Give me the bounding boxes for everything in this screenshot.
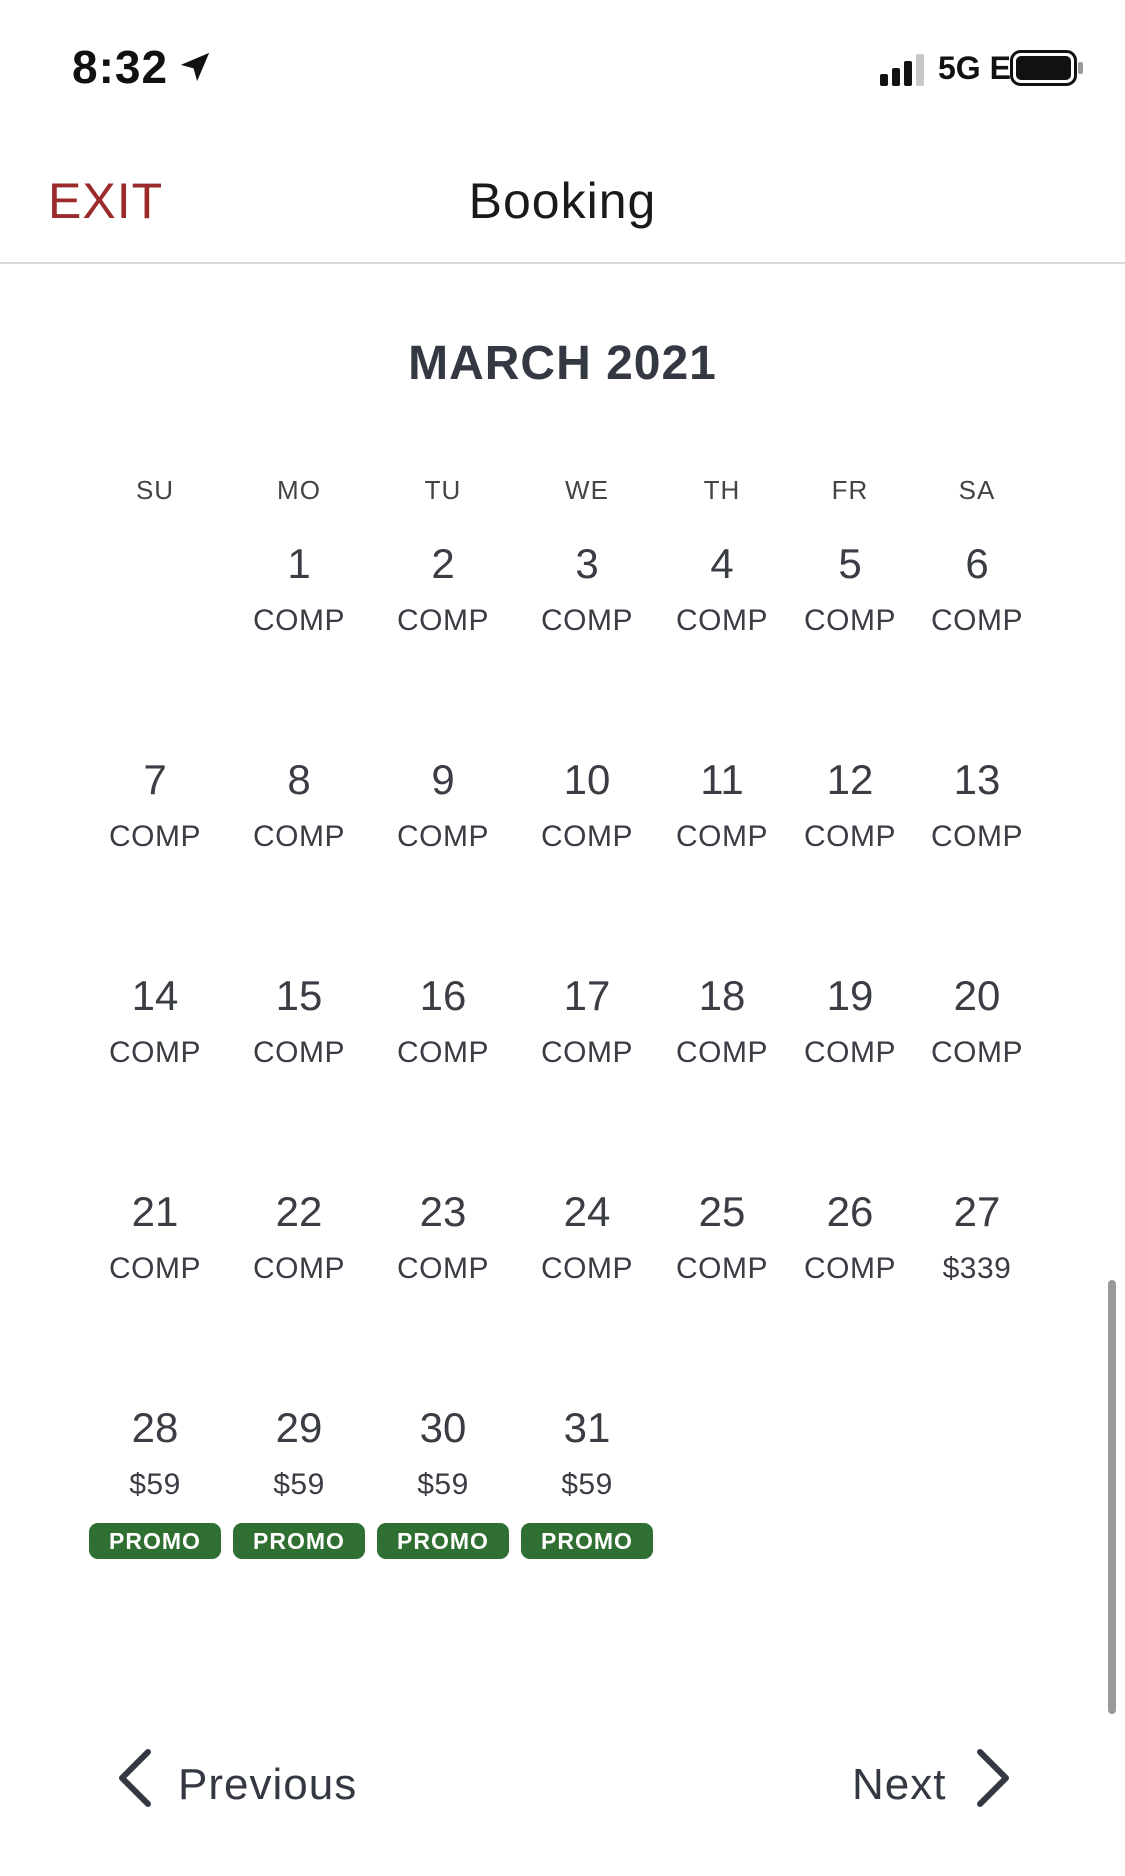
day-price: COMP <box>109 1252 201 1285</box>
day-price: COMP <box>931 820 1023 853</box>
status-time: 8:32 <box>72 41 169 93</box>
calendar-day[interactable] <box>85 972 225 1172</box>
day-number: 26 <box>826 1188 874 1235</box>
day-price: COMP <box>676 1036 768 1069</box>
day-number: 5 <box>838 540 862 587</box>
calendar-day[interactable] <box>229 972 369 1172</box>
calendar-day[interactable] <box>652 540 792 740</box>
day-price: COMP <box>397 1036 489 1069</box>
day-price: COMP <box>253 1036 345 1069</box>
day-number: 3 <box>575 540 599 587</box>
day-price: COMP <box>676 820 768 853</box>
calendar-day[interactable] <box>85 1188 225 1388</box>
day-number: 20 <box>953 972 1001 1019</box>
day-number: 15 <box>275 972 323 1019</box>
weekday-header: WE <box>565 475 609 505</box>
day-price: COMP <box>541 1036 633 1069</box>
calendar-day[interactable] <box>780 756 920 956</box>
calendar-day[interactable] <box>85 756 225 956</box>
calendar-day[interactable] <box>517 540 657 740</box>
previous-button[interactable] <box>112 1740 372 1820</box>
location-arrow-icon <box>178 50 212 84</box>
weekday-header: TH <box>703 475 741 505</box>
day-price: COMP <box>397 604 489 637</box>
day-number: 13 <box>953 756 1001 803</box>
day-number: 22 <box>275 1188 323 1235</box>
day-number: 1 <box>287 540 311 587</box>
day-price: COMP <box>253 604 345 637</box>
exit-button[interactable]: EXIT <box>48 173 164 229</box>
day-number: 25 <box>698 1188 746 1235</box>
day-number: 10 <box>563 756 611 803</box>
network-type: 5G E <box>938 50 1011 86</box>
chevron-right-icon <box>970 1748 1016 1808</box>
previous-label: Previous <box>178 1760 358 1809</box>
day-number: 2 <box>431 540 455 587</box>
calendar-day[interactable] <box>229 540 369 740</box>
month-title: MARCH 2021 <box>408 337 717 390</box>
day-number: 6 <box>965 540 989 587</box>
day-price: COMP <box>804 1252 896 1285</box>
day-price: COMP <box>804 1036 896 1069</box>
day-price: $59 <box>273 1468 325 1501</box>
day-number: 17 <box>563 972 611 1019</box>
promo-badge: PROMO <box>89 1523 221 1559</box>
day-number: 8 <box>287 756 311 803</box>
day-price: COMP <box>397 820 489 853</box>
day-number: 27 <box>953 1188 1001 1235</box>
calendar-day[interactable] <box>229 1188 369 1388</box>
day-number: 24 <box>563 1188 611 1235</box>
day-price: COMP <box>253 820 345 853</box>
day-price: COMP <box>109 1036 201 1069</box>
calendar-day[interactable] <box>780 972 920 1172</box>
calendar-day[interactable] <box>907 540 1047 740</box>
calendar-day[interactable] <box>652 1188 792 1388</box>
promo-badge: PROMO <box>377 1523 509 1559</box>
day-number: 23 <box>419 1188 467 1235</box>
calendar-day[interactable] <box>780 1188 920 1388</box>
day-price: COMP <box>804 820 896 853</box>
day-price: $59 <box>561 1468 613 1501</box>
promo-badge: PROMO <box>521 1523 653 1559</box>
day-number: 19 <box>826 972 874 1019</box>
status-bar <box>0 0 1125 140</box>
weekday-header: MO <box>277 475 321 505</box>
day-price: COMP <box>931 604 1023 637</box>
day-number: 9 <box>431 756 455 803</box>
day-number: 12 <box>826 756 874 803</box>
battery-icon <box>1010 50 1084 86</box>
day-number: 29 <box>275 1404 323 1451</box>
day-number: 11 <box>700 756 744 803</box>
day-price: COMP <box>109 820 201 853</box>
calendar-day[interactable] <box>373 1404 513 1604</box>
day-price: COMP <box>931 1036 1023 1069</box>
calendar-day[interactable] <box>373 972 513 1172</box>
calendar-day[interactable] <box>780 540 920 740</box>
weekday-header: TU <box>424 475 462 505</box>
day-number: 18 <box>698 972 746 1019</box>
chevron-left-icon <box>112 1748 158 1808</box>
day-number: 14 <box>131 972 179 1019</box>
day-price: $339 <box>942 1252 1012 1285</box>
day-price: $59 <box>417 1468 469 1501</box>
calendar-day[interactable] <box>373 756 513 956</box>
calendar-day[interactable] <box>517 1404 657 1604</box>
day-price: COMP <box>541 820 633 853</box>
day-number: 30 <box>419 1404 467 1451</box>
day-number: 16 <box>419 972 467 1019</box>
page-title: Booking <box>468 173 657 229</box>
calendar-day[interactable] <box>229 756 369 956</box>
calendar-day[interactable] <box>373 540 513 740</box>
calendar-day[interactable] <box>229 1404 369 1604</box>
day-number: 7 <box>143 756 167 803</box>
calendar-day[interactable] <box>907 756 1047 956</box>
day-number: 4 <box>710 540 734 587</box>
day-price: COMP <box>253 1252 345 1285</box>
next-button[interactable] <box>850 1740 1020 1820</box>
day-price: COMP <box>676 1252 768 1285</box>
day-price: COMP <box>541 1252 633 1285</box>
calendar-day[interactable] <box>85 1404 225 1604</box>
day-number: 28 <box>131 1404 179 1451</box>
calendar-day[interactable] <box>652 972 792 1172</box>
promo-badge: PROMO <box>233 1523 365 1559</box>
day-price: COMP <box>397 1252 489 1285</box>
weekday-header: SA <box>958 475 996 505</box>
day-price: COMP <box>676 604 768 637</box>
day-price: COMP <box>541 604 633 637</box>
calendar-day[interactable] <box>517 1188 657 1388</box>
weekday-header: SU <box>135 475 175 505</box>
day-number: 21 <box>131 1188 179 1235</box>
calendar-day[interactable] <box>373 1188 513 1388</box>
day-price: $59 <box>129 1468 181 1501</box>
scrollbar[interactable] <box>1108 1280 1116 1714</box>
nav-bar <box>0 140 1125 264</box>
calendar-day[interactable] <box>907 972 1047 1172</box>
day-number: 31 <box>563 1404 611 1451</box>
calendar-day[interactable] <box>907 1188 1047 1388</box>
calendar-day[interactable] <box>517 972 657 1172</box>
calendar-day[interactable] <box>517 756 657 956</box>
weekday-header: FR <box>831 475 869 505</box>
signal-icon <box>880 54 928 86</box>
day-price: COMP <box>804 604 896 637</box>
calendar-day[interactable] <box>652 756 792 956</box>
next-label: Next <box>852 1760 947 1809</box>
